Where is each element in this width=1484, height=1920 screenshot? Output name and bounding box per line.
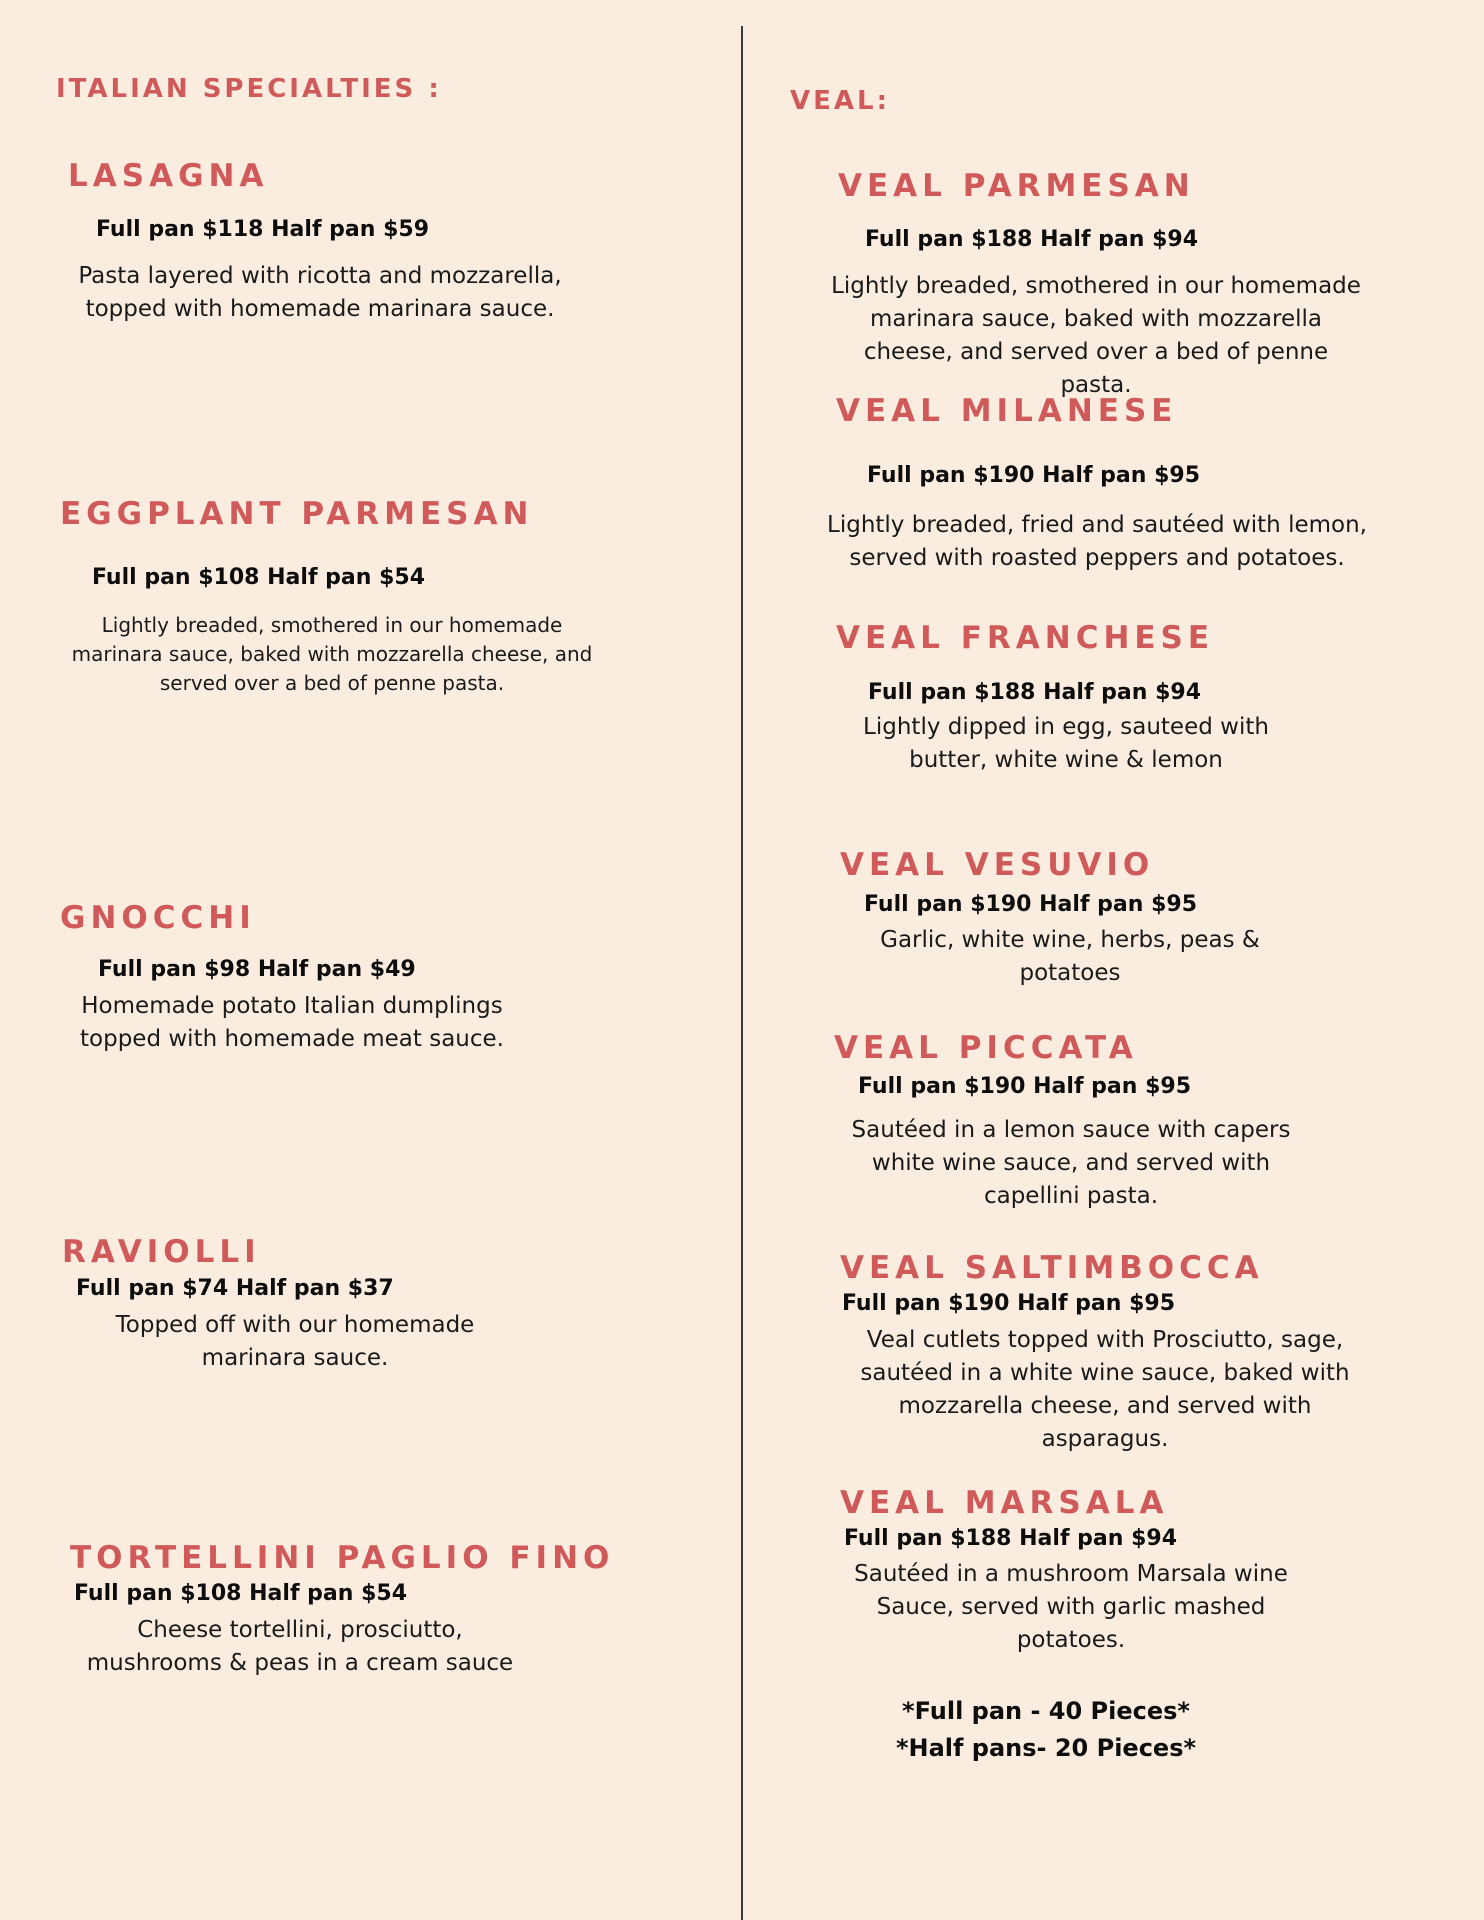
column-divider xyxy=(741,26,743,1920)
item-description-lasagna: Pasta layered with ricotta and mozzarella, topped with homemade marinara sauce. xyxy=(78,263,562,322)
item-description-raviolli: Topped off with our homemade marinara sauce. xyxy=(115,1312,475,1371)
item-description-veal-parmesan: Lightly breaded, smothered in our homemade marinara sauce, baked with mozzarella cheese, and served over a bed of penne pasta. xyxy=(831,273,1361,398)
item-name-gnocchi: GNOCCHI xyxy=(60,900,256,936)
item-name-raviolli: RAVIOLLI xyxy=(62,1234,261,1270)
item-description-tortellini-paglio-fino: Cheese tortellini, prosciutto, mushrooms & peas in a cream sauce xyxy=(86,1617,514,1676)
item-description-veal-milanese: Lightly breaded, fried and sautéed with lemon, served with roasted peppers and potatoes. xyxy=(827,512,1367,571)
item-name-veal-milanese: VEAL MILANESE xyxy=(836,393,1178,429)
veal-heading: VEAL: xyxy=(790,86,890,116)
item-price-veal-piccata: Full pan $190 Half pan $95 xyxy=(858,1074,1192,1099)
item-price-raviolli: Full pan $74 Half pan $37 xyxy=(76,1276,394,1301)
item-name-tortellini-paglio-fino: TORTELLINI PAGLIO FINO xyxy=(70,1540,615,1576)
item-name-veal-vesuvio: VEAL VESUVIO xyxy=(840,847,1155,883)
item-price-veal-parmesan: Full pan $188 Half pan $94 xyxy=(865,227,1199,252)
item-name-veal-piccata: VEAL PICCATA xyxy=(834,1030,1138,1066)
item-price-tortellini-paglio-fino: Full pan $108 Half pan $54 xyxy=(74,1581,408,1606)
item-price-lasagna: Full pan $118 Half pan $59 xyxy=(96,217,430,242)
full-pan-pieces-note: *Full pan - 40 Pieces* xyxy=(902,1697,1190,1725)
item-name-veal-parmesan: VEAL PARMESAN xyxy=(838,168,1195,204)
italian-specialties-heading: ITALIAN SPECIALTIES : xyxy=(56,74,442,104)
item-name-eggplant-parmesan: EGGPLANT PARMESAN xyxy=(60,496,534,532)
item-description-eggplant-parmesan: Lightly breaded, smothered in our homemade marinara sauce, baked with mozzarella cheese, and served over a bed of penne pasta. xyxy=(71,613,593,695)
item-description-veal-piccata: Sautéed in a lemon sauce with capers white wine sauce, and served with capellini pasta. xyxy=(851,1117,1291,1209)
half-pan-pieces-note: *Half pans- 20 Pieces* xyxy=(895,1734,1197,1762)
item-price-veal-franchese: Full pan $188 Half pan $94 xyxy=(868,680,1202,705)
item-name-lasagna: LASAGNA xyxy=(68,158,269,194)
item-description-veal-saltimbocca: Veal cutlets topped with Prosciutto, sage, sautéed in a white wine sauce, baked with mozzarella cheese, and served with asparagus. xyxy=(860,1327,1350,1452)
item-name-veal-franchese: VEAL FRANCHESE xyxy=(836,620,1215,656)
item-name-veal-saltimbocca: VEAL SALTIMBOCCA xyxy=(840,1250,1264,1286)
item-description-veal-franchese: Lightly dipped in egg, sauteed with butter, white wine & lemon xyxy=(863,714,1269,773)
item-description-veal-vesuvio: Garlic, white wine, herbs, peas & potatoes xyxy=(880,927,1260,986)
item-description-gnocchi: Homemade potato Italian dumplings topped with homemade meat sauce. xyxy=(80,993,504,1052)
item-price-veal-marsala: Full pan $188 Half pan $94 xyxy=(844,1526,1178,1551)
item-description-veal-marsala: Sautéed in a mushroom Marsala wine Sauce, served with garlic mashed potatoes. xyxy=(854,1561,1288,1653)
item-price-gnocchi: Full pan $98 Half pan $49 xyxy=(98,957,416,982)
item-name-veal-marsala: VEAL MARSALA xyxy=(840,1485,1169,1521)
item-price-eggplant-parmesan: Full pan $108 Half pan $54 xyxy=(92,565,426,590)
item-price-veal-milanese: Full pan $190 Half pan $95 xyxy=(867,463,1201,488)
item-price-veal-saltimbocca: Full pan $190 Half pan $95 xyxy=(842,1291,1176,1316)
item-price-veal-vesuvio: Full pan $190 Half pan $95 xyxy=(864,892,1198,917)
